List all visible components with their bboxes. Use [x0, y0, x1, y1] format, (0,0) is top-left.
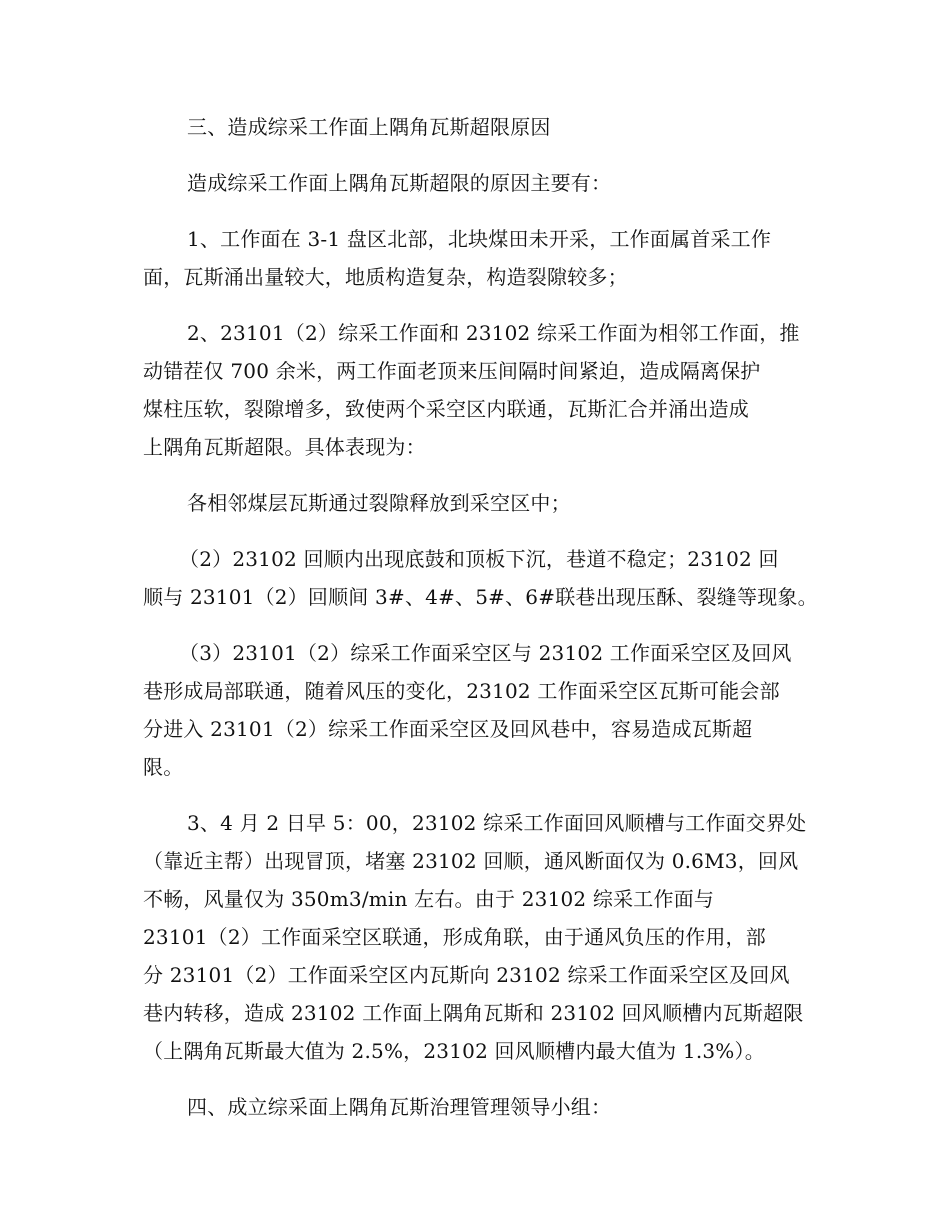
- paragraph-item-1: [143, 220, 811, 296]
- section-heading: 三、造成综采工作面上隅角瓦斯超限原因: [187, 115, 551, 139]
- text-line: 面，瓦斯涌出量较大，地质构造复杂，构造裂隙较多；: [143, 265, 628, 289]
- text-line: 3、4 月 2 日早 5：00，23102 综采工作面回风顺槽与工作面交界处: [187, 811, 807, 835]
- text-line: 上隅角瓦斯超限。具体表现为：: [143, 435, 426, 459]
- text-line: 23101（2）工作面采空区联通，形成角联，由于通风负压的作用，部: [143, 925, 766, 949]
- text-line: 动错茬仅 700 余米，两工作面老顶来压间隔时间紧迫，造成隔离保护: [143, 359, 761, 383]
- text-line: （上隅角瓦斯最大值为 2.5%，23102 回风顺槽内最大值为 1.3%）。: [143, 1039, 765, 1063]
- text-line: 1、工作面在 3-1 盘区北部，北块煤田未开采，工作面属首采工作: [187, 227, 772, 251]
- paragraph-intro: 造成综采工作面上隅角瓦斯超限的原因主要有：: [187, 171, 612, 195]
- paragraph-item-2: [143, 314, 811, 466]
- text-line: 分 23101（2）工作面采空区内瓦斯向 23102 综采工作面采空区及回风: [143, 963, 790, 987]
- text-line: （靠近主帮）出现冒顶，堵塞 23102 回顺，通风断面仅为 0.6M3，回风: [143, 849, 799, 873]
- text-line: （3）23101（2）综采工作面采空区与 23102 工作面采空区及回风: [179, 641, 792, 665]
- section-heading: 四、成立综采面上隅角瓦斯治理管理领导小组：: [187, 1095, 612, 1119]
- text-line: （2）23102 回顺内出现底鼓和顶板下沉，巷道不稳定；23102 回: [179, 547, 779, 571]
- paragraph-subitem-2: [143, 540, 818, 616]
- text-line: 巷形成局部联通，随着风压的变化，23102 工作面采空区瓦斯可能会部: [143, 679, 780, 703]
- text-line: 煤柱压软，裂隙增多，致使两个采空区内联通，瓦斯汇合并涌出造成: [143, 397, 749, 421]
- text-line: 顺与 23101（2）回顺间 3#、4#、5#、6#联巷出现压酥、裂缝等现象。: [143, 585, 818, 609]
- text-line: 限。: [143, 755, 184, 779]
- text-line: 2、23101（2）综采工作面和 23102 综采工作面为相邻工作面，推: [187, 321, 800, 345]
- paragraph-subitem-3: [143, 634, 811, 786]
- text-line: 不畅，风量仅为 350m3/min 左右。由于 23102 综采工作面与: [143, 887, 715, 911]
- paragraph-subitem-1: 各相邻煤层瓦斯通过裂隙释放到采空区中；: [187, 491, 571, 515]
- text-line: 巷内转移，造成 23102 工作面上隅角瓦斯和 23102 回风顺槽内瓦斯超限: [143, 1001, 804, 1025]
- text-line: 分进入 23101（2）综采工作面采空区及回风巷中，容易造成瓦斯超: [143, 717, 753, 741]
- document-body: [143, 108, 818, 1126]
- paragraph-item-3: [143, 804, 811, 1070]
